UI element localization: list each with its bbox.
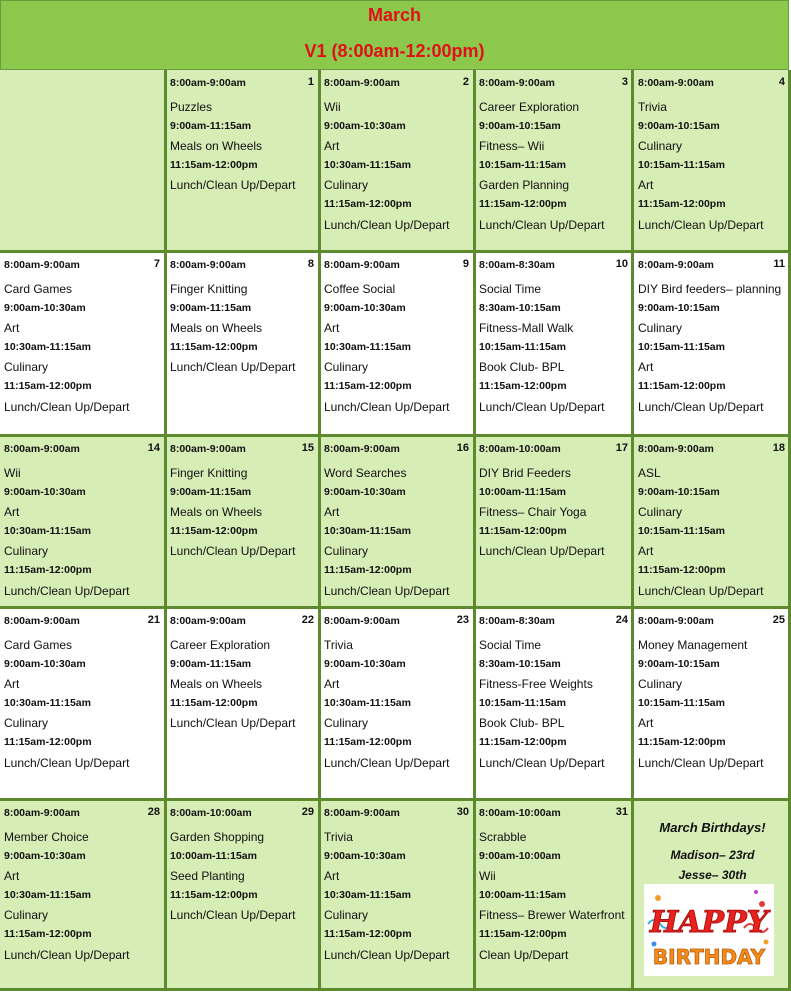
time-slot: 11:15am-12:00pm xyxy=(170,340,258,353)
day-number: 18 xyxy=(772,442,785,454)
time-slot: 9:00am-11:15am xyxy=(170,485,252,498)
time-slot: 10:15am-11:15am xyxy=(638,696,725,709)
activity-name: Culinary xyxy=(4,544,49,559)
time-slot: 11:15am-12:00pm xyxy=(479,928,567,940)
activity-name: Lunch/Clean Up/Depart xyxy=(4,583,130,598)
time-slot: 8:00am-9:00am xyxy=(4,807,80,819)
empty-cell xyxy=(0,70,166,252)
activity-name: Lunch/Clean Up/Depart xyxy=(479,544,605,559)
activity-name: Book Club- BPL xyxy=(479,360,565,375)
activity-name: Lunch/Clean Up/Depart xyxy=(170,178,296,193)
day-number: 1 xyxy=(307,76,314,88)
time-slot: 9:00am-10:15am xyxy=(479,119,561,132)
time-slot: 8:00am-9:00am xyxy=(324,77,400,89)
activity-name: Art xyxy=(4,869,20,884)
activity-name: Clean Up/Depart xyxy=(479,947,569,962)
day-cell xyxy=(320,800,475,990)
time-slot: 9:00am-10:30am xyxy=(324,485,406,498)
activity-name: DIY Brid Feeders xyxy=(479,466,571,480)
time-slot: 9:00am-10:30am xyxy=(324,849,406,862)
activity-name: Career Exploration xyxy=(170,638,271,652)
grid-divider xyxy=(0,798,791,801)
activity-name: Lunch/Clean Up/Depart xyxy=(638,399,764,414)
activity-name: Fitness– Wii xyxy=(479,139,545,154)
time-slot: 8:00am-9:00am xyxy=(4,443,80,455)
svg-text:HAPPY: HAPPY xyxy=(649,905,769,940)
day-number: 21 xyxy=(147,614,160,626)
day-number: 3 xyxy=(621,76,628,88)
day-cell xyxy=(475,608,634,800)
activity-name: Lunch/Clean Up/Depart xyxy=(479,399,605,414)
time-slot: 8:00am-8:30am xyxy=(479,615,555,627)
activity-name: Money Management xyxy=(638,638,748,652)
time-slot: 11:15am-12:00pm xyxy=(170,888,258,901)
calendar-header xyxy=(0,0,789,70)
time-slot: 11:15am-12:00pm xyxy=(638,198,726,210)
activity-name: Lunch/Clean Up/Depart xyxy=(479,755,605,770)
activity-name: Card Games xyxy=(4,638,73,652)
time-slot: 8:00am-9:00am xyxy=(638,615,714,627)
time-slot: 11:15am-12:00pm xyxy=(638,380,726,392)
time-slot: 10:00am-11:15am xyxy=(479,485,566,498)
time-slot: 9:00am-10:15am xyxy=(638,657,720,670)
time-slot: 11:15am-12:00pm xyxy=(4,564,92,576)
day-cell xyxy=(475,70,634,252)
day-number: 30 xyxy=(456,806,469,818)
day-number: 11 xyxy=(773,258,785,270)
day-cell xyxy=(166,436,320,608)
activity-name: Fitness– Brewer Waterfront xyxy=(479,908,625,923)
activity-name: Scrabble xyxy=(479,830,527,844)
day-cell xyxy=(166,800,320,990)
activity-name: Trivia xyxy=(638,100,667,114)
day-cell xyxy=(0,252,166,436)
time-slot: 9:00am-10:30am xyxy=(4,301,86,314)
time-slot: 11:15am-12:00pm xyxy=(479,524,567,537)
activity-name: Wii xyxy=(324,100,341,114)
grid-divider xyxy=(0,606,791,609)
activity-name: Culinary xyxy=(324,544,369,559)
time-slot: 8:00am-9:00am xyxy=(638,443,714,455)
month-title: March xyxy=(367,5,421,25)
activity-name: Finger Knitting xyxy=(170,466,248,480)
activity-name: DIY Bird feeders– planning xyxy=(638,282,782,296)
time-slot: 10:15am-11:15am xyxy=(479,158,566,171)
activity-name: Lunch/Clean Up/Depart xyxy=(4,755,130,770)
grid-divider xyxy=(631,70,634,990)
activity-name: Lunch/Clean Up/Depart xyxy=(324,755,450,770)
birthdays-title: March Birthdays! xyxy=(659,820,766,835)
activity-name: Culinary xyxy=(324,360,369,375)
activity-name: Trivia xyxy=(324,830,353,844)
activity-name: Art xyxy=(324,869,340,884)
time-slot: 11:15am-12:00pm xyxy=(170,524,258,537)
day-number: 25 xyxy=(772,614,785,626)
time-slot: 10:30am-11:15am xyxy=(4,340,91,353)
birthday-name: Jesse– 30th xyxy=(678,868,747,882)
activity-name: Art xyxy=(4,677,20,692)
time-slot: 8:00am-10:00am xyxy=(479,443,561,455)
time-slot: 8:00am-9:00am xyxy=(638,259,714,271)
day-number: 24 xyxy=(615,614,628,626)
activity-name: Lunch/Clean Up/Depart xyxy=(324,217,450,232)
time-slot: 11:15am-12:00pm xyxy=(324,928,412,940)
activity-name: Culinary xyxy=(638,321,683,336)
activity-name: Lunch/Clean Up/Depart xyxy=(324,583,450,598)
day-cell xyxy=(0,608,166,800)
activity-name: Garden Shopping xyxy=(170,830,265,844)
activity-name: Culinary xyxy=(324,908,369,923)
activity-name: Coffee Social xyxy=(324,282,396,296)
day-cell xyxy=(475,436,634,608)
day-number: 28 xyxy=(147,806,160,818)
time-slot: 10:30am-11:15am xyxy=(4,888,91,901)
time-slot: 9:00am-10:15am xyxy=(638,485,720,498)
activity-name: Meals on Wheels xyxy=(170,677,263,692)
activity-name: Art xyxy=(324,139,340,154)
time-slot: 10:30am-11:15am xyxy=(324,524,411,537)
activity-name: Art xyxy=(638,716,654,731)
day-cell xyxy=(634,70,791,252)
activity-name: Fitness-Free Weights xyxy=(479,677,593,692)
schedule-subtitle: V1 (8:00am-12:00pm) xyxy=(304,41,485,61)
time-slot: 10:00am-11:15am xyxy=(479,888,566,901)
time-slot: 11:15am-12:00pm xyxy=(4,928,92,940)
activity-name: Art xyxy=(638,178,654,193)
time-slot: 10:30am-11:15am xyxy=(324,696,411,709)
activity-name: Lunch/Clean Up/Depart xyxy=(170,908,296,923)
day-cell xyxy=(475,800,634,990)
time-slot: 10:15am-11:15am xyxy=(638,340,725,353)
time-slot: 8:30am-10:15am xyxy=(479,301,561,314)
day-number: 15 xyxy=(301,442,314,454)
activity-name: Art xyxy=(324,505,340,520)
happy-birthday-image xyxy=(644,884,774,976)
time-slot: 9:00am-11:15am xyxy=(170,119,252,132)
day-cell xyxy=(634,252,791,436)
activity-name: Meals on Wheels xyxy=(170,505,263,520)
day-number: 22 xyxy=(301,614,314,626)
time-slot: 10:30am-11:15am xyxy=(324,158,411,171)
grid-divider xyxy=(318,70,321,990)
time-slot: 8:00am-9:00am xyxy=(638,77,714,89)
activity-name: Wii xyxy=(479,869,496,884)
time-slot: 10:15am-11:15am xyxy=(638,158,725,171)
activity-name: Career Exploration xyxy=(479,100,580,114)
happy-birthday-graphic xyxy=(644,884,774,976)
activity-name: Meals on Wheels xyxy=(170,139,263,154)
activity-name: Lunch/Clean Up/Depart xyxy=(170,544,296,559)
time-slot: 8:00am-9:00am xyxy=(324,443,400,455)
activity-name: Lunch/Clean Up/Depart xyxy=(324,947,450,962)
time-slot: 11:15am-12:00pm xyxy=(324,736,412,748)
day-cell xyxy=(320,608,475,800)
activity-name: Culinary xyxy=(4,716,49,731)
activity-name: ASL xyxy=(638,466,661,480)
time-slot: 9:00am-10:30am xyxy=(4,657,86,670)
grid-divider xyxy=(164,70,167,990)
day-number: 23 xyxy=(456,614,469,626)
activity-name: Culinary xyxy=(638,139,683,154)
activity-name: Seed Planting xyxy=(170,869,245,884)
activity-name: Lunch/Clean Up/Depart xyxy=(4,947,130,962)
time-slot: 11:15am-12:00pm xyxy=(4,380,92,392)
day-cell xyxy=(320,252,475,436)
day-cell xyxy=(475,252,634,436)
day-number: 4 xyxy=(778,76,785,88)
day-cell xyxy=(320,70,475,252)
time-slot: 8:00am-9:00am xyxy=(4,615,80,627)
day-number: 2 xyxy=(462,76,469,88)
time-slot: 10:30am-11:15am xyxy=(4,696,91,709)
time-slot: 10:30am-11:15am xyxy=(324,340,411,353)
svg-text:BIRTHDAY: BIRTHDAY xyxy=(652,945,766,969)
day-cell xyxy=(166,70,320,252)
time-slot: 8:00am-9:00am xyxy=(324,615,400,627)
activity-name: Meals on Wheels xyxy=(170,321,263,336)
activity-name: Culinary xyxy=(638,677,683,692)
activity-name: Fitness-Mall Walk xyxy=(479,321,574,336)
activity-name: Lunch/Clean Up/Depart xyxy=(638,583,764,598)
activity-name: Art xyxy=(638,544,654,559)
day-number: 10 xyxy=(615,258,628,270)
day-number: 31 xyxy=(615,806,628,818)
day-number: 7 xyxy=(153,258,160,270)
day-number: 29 xyxy=(301,806,314,818)
time-slot: 9:00am-10:30am xyxy=(4,485,86,498)
activity-name: Lunch/Clean Up/Depart xyxy=(479,217,605,232)
activity-name: Book Club- BPL xyxy=(479,716,565,731)
time-slot: 8:30am-10:15am xyxy=(479,657,561,670)
time-slot: 10:15am-11:15am xyxy=(479,696,566,709)
activity-name: Lunch/Clean Up/Depart xyxy=(638,217,764,232)
time-slot: 10:30am-11:15am xyxy=(324,888,411,901)
time-slot: 8:00am-8:30am xyxy=(479,259,555,271)
activity-name: Social Time xyxy=(479,282,542,296)
time-slot: 9:00am-10:30am xyxy=(324,657,406,670)
day-cell xyxy=(166,252,320,436)
calendar-grid xyxy=(0,70,791,990)
time-slot: 10:30am-11:15am xyxy=(4,524,91,537)
time-slot: 11:15am-12:00pm xyxy=(4,736,92,748)
time-slot: 10:15am-11:15am xyxy=(638,524,725,537)
day-cell xyxy=(166,608,320,800)
time-slot: 9:00am-10:30am xyxy=(4,849,86,862)
grid-divider xyxy=(473,70,476,990)
time-slot: 9:00am-10:15am xyxy=(638,301,720,314)
time-slot: 11:15am-12:00pm xyxy=(638,564,726,576)
day-cell xyxy=(634,608,791,800)
birthday-name: Madison– 23rd xyxy=(670,848,755,862)
day-cell xyxy=(0,436,166,608)
time-slot: 10:15am-11:15am xyxy=(479,340,566,353)
activity-name: Trivia xyxy=(324,638,353,652)
activity-name: Art xyxy=(4,321,20,336)
time-slot: 11:15am-12:00pm xyxy=(479,736,567,748)
activity-name: Word Searches xyxy=(324,466,407,480)
time-slot: 8:00am-9:00am xyxy=(4,259,80,271)
day-cell xyxy=(634,436,791,608)
day-number: 8 xyxy=(307,258,314,270)
time-slot: 9:00am-11:15am xyxy=(170,301,252,314)
activity-name: Art xyxy=(324,321,340,336)
time-slot: 8:00am-9:00am xyxy=(324,807,400,819)
birthday-cell xyxy=(634,800,791,990)
time-slot: 11:15am-12:00pm xyxy=(324,564,412,576)
day-number: 16 xyxy=(456,442,469,454)
day-number: 17 xyxy=(615,442,628,454)
activity-name: Culinary xyxy=(324,716,369,731)
time-slot: 11:15am-12:00pm xyxy=(170,158,258,171)
time-slot: 10:00am-11:15am xyxy=(170,849,257,862)
activity-name: Culinary xyxy=(4,908,49,923)
time-slot: 8:00am-9:00am xyxy=(170,615,246,627)
time-slot: 9:00am-11:15am xyxy=(170,657,252,670)
activity-name: Lunch/Clean Up/Depart xyxy=(4,399,130,414)
activity-name: Art xyxy=(4,505,20,520)
time-slot: 11:15am-12:00pm xyxy=(324,198,412,210)
activity-name: Lunch/Clean Up/Depart xyxy=(638,755,764,770)
grid-divider xyxy=(0,988,791,991)
grid-divider xyxy=(0,250,791,253)
activity-name: Lunch/Clean Up/Depart xyxy=(170,716,296,731)
day-cell xyxy=(0,800,166,990)
activity-name: Wii xyxy=(4,466,21,480)
time-slot: 11:15am-12:00pm xyxy=(479,198,567,210)
day-number: 14 xyxy=(147,442,160,454)
time-slot: 8:00am-9:00am xyxy=(170,443,246,455)
time-slot: 8:00am-9:00am xyxy=(170,77,246,89)
activity-name: Lunch/Clean Up/Depart xyxy=(170,360,296,375)
activity-name: Culinary xyxy=(638,505,683,520)
time-slot: 11:15am-12:00pm xyxy=(638,736,726,748)
activity-name: Fitness– Chair Yoga xyxy=(479,505,587,520)
time-slot: 9:00am-10:00am xyxy=(479,849,561,862)
activity-name: Card Games xyxy=(4,282,73,296)
time-slot: 8:00am-9:00am xyxy=(479,77,555,89)
time-slot: 8:00am-10:00am xyxy=(170,807,252,819)
day-cell xyxy=(320,436,475,608)
day-number: 9 xyxy=(462,258,469,270)
activity-name: Member Choice xyxy=(4,830,89,844)
time-slot: 9:00am-10:30am xyxy=(324,119,406,132)
time-slot: 8:00am-9:00am xyxy=(324,259,400,271)
time-slot: 8:00am-9:00am xyxy=(170,259,246,271)
activity-name: Culinary xyxy=(324,178,369,193)
activity-name: Finger Knitting xyxy=(170,282,248,296)
time-slot: 8:00am-10:00am xyxy=(479,807,561,819)
time-slot: 11:15am-12:00pm xyxy=(324,380,412,392)
time-slot: 9:00am-10:30am xyxy=(324,301,406,314)
time-slot: 11:15am-12:00pm xyxy=(170,696,258,709)
activity-name: Garden Planning xyxy=(479,178,570,193)
activity-name: Puzzles xyxy=(170,100,213,114)
grid-divider xyxy=(0,434,791,437)
activity-name: Culinary xyxy=(4,360,49,375)
activity-name: Art xyxy=(324,677,340,692)
time-slot: 9:00am-10:15am xyxy=(638,119,720,132)
activity-name: Lunch/Clean Up/Depart xyxy=(324,399,450,414)
activity-name: Social Time xyxy=(479,638,542,652)
time-slot: 11:15am-12:00pm xyxy=(479,380,567,392)
activity-name: Art xyxy=(638,360,654,375)
